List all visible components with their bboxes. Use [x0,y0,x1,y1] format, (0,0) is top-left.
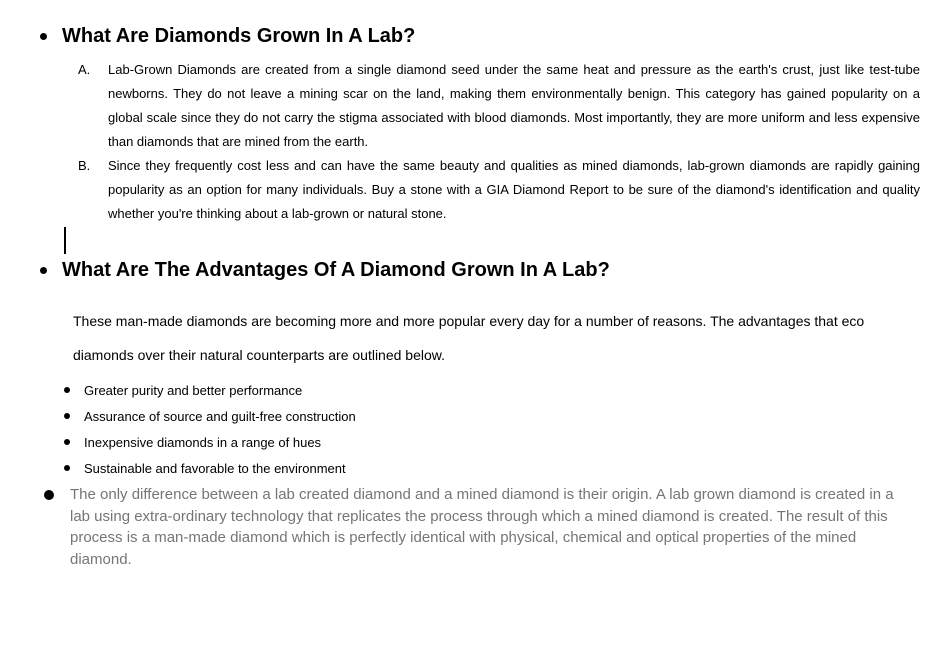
bullet-dot-icon [64,465,70,471]
advantage-item[interactable] [64,377,948,403]
lettered-list-item-a[interactable] [78,58,948,154]
section-2-heading-row [40,259,948,282]
bullet-dot-icon [40,267,47,274]
bullet-dot-icon [64,413,70,419]
section-2-heading[interactable]: What Are The Advantages Of A Diamond Grown In A Lab? [62,259,610,281]
advantage-item[interactable] [64,403,948,429]
advantage-text[interactable]: Assurance of source and guilt-free construction [84,408,356,424]
section-1-heading[interactable]: What Are Diamonds Grown In A Lab? [62,25,416,47]
item-text[interactable]: Since they frequently cost less and can have the same beauty and qualities as mined diamonds, lab-grown diamonds are rapidly gaining popularity as an option for many individuals. Buy a stone with a GIA Diamond Report to be sure of the diamond's identification and quality whether you're thinking about a lab-grown or natural stone. [108,158,920,221]
item-letter-label: A. [78,62,91,77]
item-letter-label: B. [78,158,91,173]
intro-paragraph[interactable]: These man-made diamonds are becoming more and more popular every day for a number of reasons. The advantages that eco diamonds over their natural counterparts are outlined below. [73,313,865,363]
advantage-item[interactable] [64,455,948,481]
advantage-text[interactable]: Greater purity and better performance [84,382,303,398]
note-text[interactable]: The only difference between a lab created diamond and a mined diamond is their origin. A lab grown diamond is created in a lab using extra-ordinary technology that replicates the process through which a mined diamond is created. The result of this process is a man-made diamond which is perfectly identical with physical, chemical and optical properties of the mined diamond. [70,486,894,568]
bullet-dot-icon [40,33,47,40]
lettered-list-item-b[interactable] [78,154,948,226]
section-1-heading-row [40,25,948,48]
bullet-dot-icon [64,387,70,393]
bullet-dot-icon [44,490,54,500]
advantage-item[interactable] [64,429,948,455]
item-text[interactable]: Lab-Grown Diamonds are created from a single diamond seed under the same heat and pressure as the earth's crust, just like test-tube newborns. They do not leave a mining scar on the land, making them environmentally benign. This category has gained popularity on a global scale since they do not carry the stigma associated with blood diamonds. Most importantly, they are more uniform and less expensive than diamonds that are mined from the earth. [108,62,920,149]
text-cursor [64,227,66,254]
note-item[interactable] [44,484,948,570]
advantage-text[interactable]: Inexpensive diamonds in a range of hues [84,434,322,450]
advantages-list [0,377,948,481]
bullet-dot-icon [64,439,70,445]
advantage-text[interactable]: Sustainable and favorable to the environment [84,460,346,476]
lettered-list [0,58,948,226]
